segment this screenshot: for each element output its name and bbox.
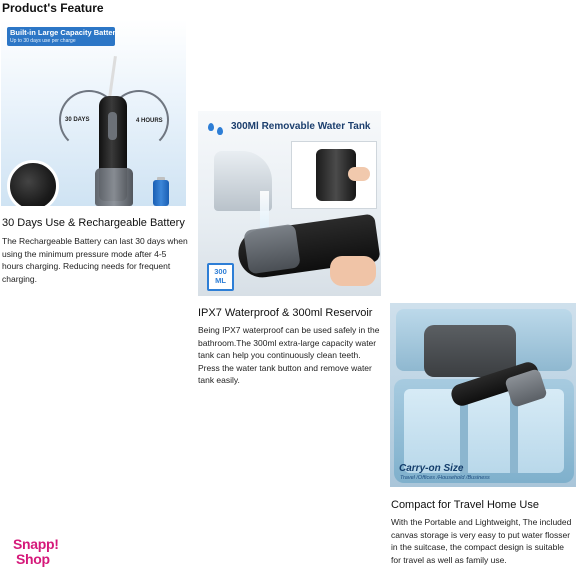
banner-title: Built-in Large Capacity Battery [10,28,120,37]
page-title: Product's Feature [2,1,104,15]
device-buttons [108,112,117,140]
water-tank-feature-image [198,111,381,296]
feature-title-waterproof: IPX7 Waterproof & 300ml Reservoir [198,307,373,319]
hours-label: 4 HOURS [136,118,163,124]
days-label: 30 DAYS [65,117,90,123]
suitcase-lining [404,389,564,473]
feature-title-battery: 30 Days Use & Rechargeable Battery [2,217,185,229]
feature-description-battery: The Rechargeable Battery can last 30 days when using the minimum pressure mode after 4-5 hours charging. Reducing needs for frequent charging. [2,236,188,284]
caption-subtitle: Travel /Offices /Household /Business [400,475,490,481]
nozzle [108,56,117,98]
charging-port-inset [7,160,59,206]
battery-feature-image [1,20,186,206]
banner-title: 300Ml Removable Water Tank [231,121,371,132]
snapp-shop-logo-shop: Shop [16,551,50,567]
caption-title: Carry-on Size [399,463,464,474]
inset-hand [348,167,370,181]
banner-subtitle: Up to 30 days use per charge [10,38,76,44]
feature-description-waterproof: Being IPX7 waterproof can be used safely in the bathroom.The 300ml extra-large capacity water tank can help you continuously clean teeth. Press the water tank button and remove water tank easily. [198,325,380,386]
travel-feature-image [390,303,576,487]
feature-title-travel: Compact for Travel Home Use [391,499,539,511]
water-drop-icon [208,123,214,131]
water-tank [95,168,133,206]
feature-description-travel: With the Portable and Lightweight, The included canvas storage is very easy to put water flosser in the suitcase, the compact design is suitable for travel as well as family use. [391,517,572,565]
snapp-shop-logo: Snapp! [13,536,59,552]
water-tank [243,224,301,275]
battery-icon [153,180,169,206]
volume-badge-text: 300 ML [214,267,227,285]
water-drop-icon [217,127,223,135]
hand [330,256,376,286]
